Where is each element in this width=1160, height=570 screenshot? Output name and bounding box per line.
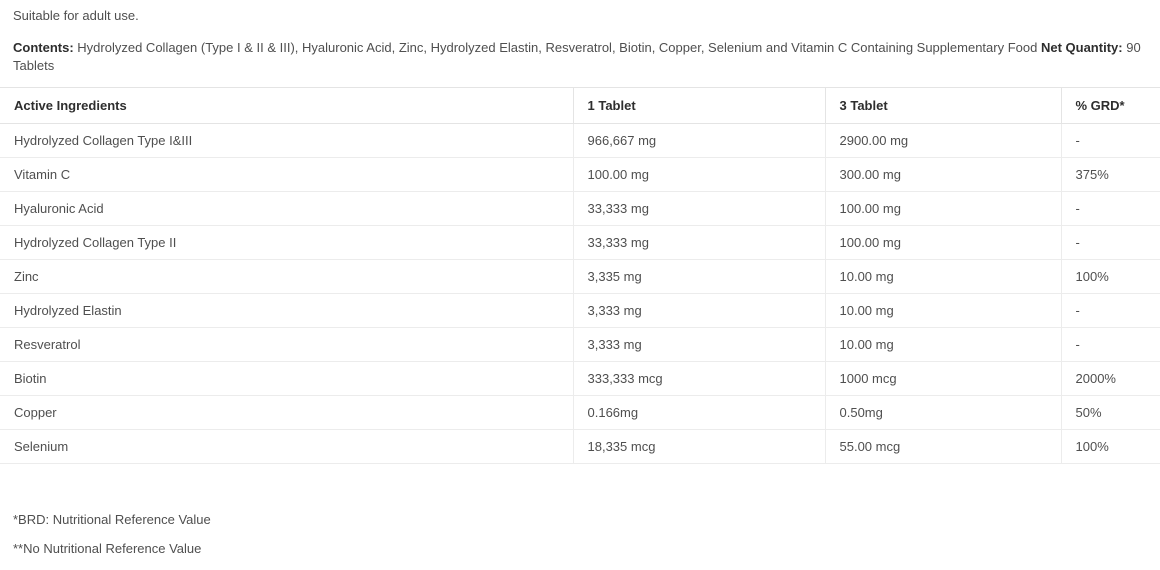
- cell-1-tablet: 3,335 mg: [573, 259, 825, 293]
- column-header-active-ingredients: Active Ingredients: [0, 87, 573, 123]
- cell-grd: 100%: [1061, 429, 1160, 463]
- cell-1-tablet: 18,335 mcg: [573, 429, 825, 463]
- cell-3-tablet: 0.50mg: [825, 395, 1061, 429]
- footnote-no-nrv: **No Nutritional Reference Value: [13, 541, 202, 557]
- cell-grd: 2000%: [1061, 361, 1160, 395]
- cell-ingredient-name: Hydrolyzed Elastin: [0, 293, 573, 327]
- cell-3-tablet: 10.00 mg: [825, 327, 1061, 361]
- column-header-1-tablet: 1 Tablet: [573, 87, 825, 123]
- cell-3-tablet: 10.00 mg: [825, 259, 1061, 293]
- contents-text: Hydrolyzed Collagen (Type I & II & III), Hyaluronic Acid, Zinc, Hydrolyzed Elastin, Resveratrol, Biotin, Copper, Selenium and Vitamin C Containing Supplementary Food: [77, 40, 1038, 56]
- cell-1-tablet: 100.00 mg: [573, 157, 825, 191]
- table-row: [0, 191, 1160, 225]
- cell-3-tablet: 1000 mcg: [825, 361, 1061, 395]
- cell-3-tablet: 100.00 mg: [825, 191, 1061, 225]
- cell-1-tablet: 333,333 mcg: [573, 361, 825, 395]
- cell-grd: -: [1061, 225, 1160, 259]
- table-row: [0, 395, 1160, 429]
- cell-ingredient-name: Hydrolyzed Collagen Type I&III: [0, 123, 573, 157]
- table-row: [0, 429, 1160, 463]
- table-row: [0, 293, 1160, 327]
- table-row: [0, 259, 1160, 293]
- net-quantity-label: Net Quantity:: [1040, 40, 1123, 56]
- cell-1-tablet: 3,333 mg: [573, 327, 825, 361]
- column-header-3-tablet: 3 Tablet: [825, 87, 1061, 123]
- cell-ingredient-name: Hydrolyzed Collagen Type II: [0, 225, 573, 259]
- column-header-grd: % GRD*: [1061, 87, 1160, 123]
- cell-3-tablet: 55.00 mcg: [825, 429, 1061, 463]
- cell-ingredient-name: Resveratrol: [0, 327, 573, 361]
- table-row: [0, 361, 1160, 395]
- table-row: [0, 225, 1160, 259]
- cell-1-tablet: 33,333 mg: [573, 191, 825, 225]
- table-header-row: [0, 87, 1160, 123]
- cell-ingredient-name: Vitamin C: [0, 157, 573, 191]
- cell-3-tablet: 2900.00 mg: [825, 123, 1061, 157]
- footnotes: [0, 464, 1160, 570]
- contents-line: [0, 25, 1160, 75]
- cell-ingredient-name: Selenium: [0, 429, 573, 463]
- footnote-brd: *BRD: Nutritional Reference Value: [13, 511, 211, 527]
- cell-grd: 375%: [1061, 157, 1160, 191]
- cell-grd: 100%: [1061, 259, 1160, 293]
- net-quantity-value: 90 Tablets: [13, 40, 1141, 74]
- table-row: [0, 123, 1160, 157]
- cell-ingredient-name: Hyaluronic Acid: [0, 191, 573, 225]
- cell-ingredient-name: Biotin: [0, 361, 573, 395]
- cell-1-tablet: 33,333 mg: [573, 225, 825, 259]
- adult-use-note: Suitable for adult use.: [13, 8, 139, 23]
- cell-3-tablet: 300.00 mg: [825, 157, 1061, 191]
- table-row: [0, 157, 1160, 191]
- contents-label: Contents:: [13, 40, 74, 56]
- cell-1-tablet: 966,667 mg: [573, 123, 825, 157]
- cell-ingredient-name: Copper: [0, 395, 573, 429]
- cell-1-tablet: 0.166mg: [573, 395, 825, 429]
- cell-grd: -: [1061, 123, 1160, 157]
- cell-3-tablet: 100.00 mg: [825, 225, 1061, 259]
- cell-3-tablet: 10.00 mg: [825, 293, 1061, 327]
- cell-grd: -: [1061, 327, 1160, 361]
- cell-ingredient-name: Zinc: [0, 259, 573, 293]
- ingredients-table: [0, 87, 1160, 464]
- cell-1-tablet: 3,333 mg: [573, 293, 825, 327]
- table-row: [0, 327, 1160, 361]
- cell-grd: 50%: [1061, 395, 1160, 429]
- cell-grd: -: [1061, 293, 1160, 327]
- cell-grd: -: [1061, 191, 1160, 225]
